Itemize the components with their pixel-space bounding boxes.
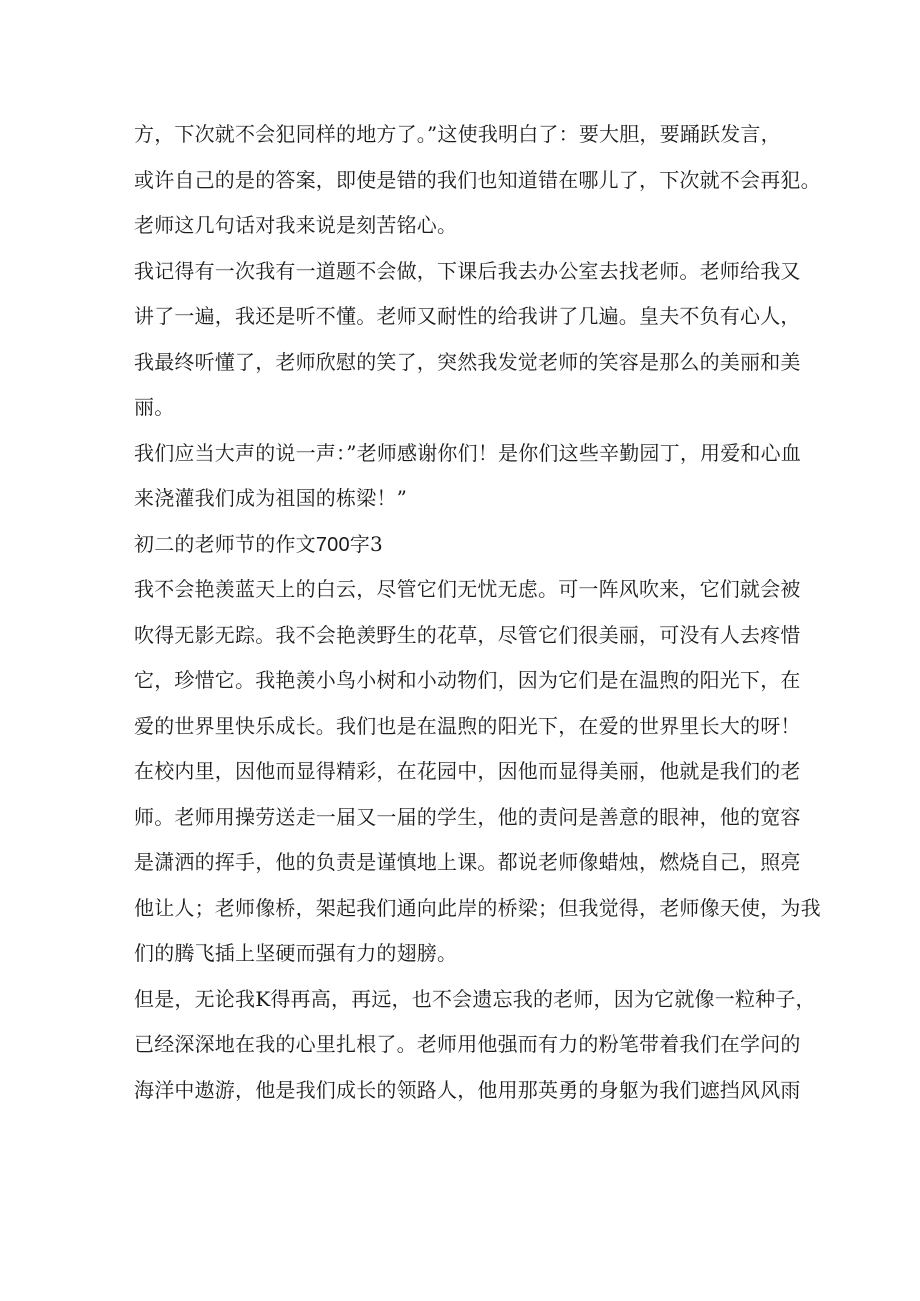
heading-suffix: 字3	[349, 531, 383, 556]
text-line: 们的腾飞插上坚硬而强有力的翅膀。	[134, 941, 458, 965]
text-line: 是潇洒的挥手，他的负责是谨慎地上课。都说老师像蜡烛，燃烧自己，照亮	[134, 850, 801, 874]
text-line: 我最终听懂了，老师欣慰的笑了，突然我发觉老师的笑容是那么的美丽和美	[134, 349, 801, 374]
text-line: 老师这几句话对我来说是刻苦铭心。	[134, 213, 458, 237]
document-body	[134, 112, 821, 1113]
paragraph-1	[134, 112, 821, 249]
text-line: 丽。	[134, 395, 175, 419]
text-line: 来浇灌我们成为祖国的栋梁！”	[134, 486, 408, 510]
text-line: 在校内里，因他而显得精彩，在花园中，因他而显得美丽，他就是我们的老	[134, 759, 801, 783]
text-line: 它，珍惜它。我艳羡小鸟小树和小动物们，因为它们是在温煦的阳光下，在	[134, 668, 801, 692]
paragraph-6	[134, 977, 816, 1114]
text-line: 我们应当大声的说一声：”老师感谢你们！是你们这些辛勤园丁，用爱和心血	[134, 440, 802, 465]
text-line: 我记得有一次我有一道题不会做，下课后我去办公室去找老师。老师给我又	[134, 258, 801, 283]
text-line: 或许自己的是的答案，即使是错的我们也知道错在哪儿了，下次就不会再犯。	[134, 167, 821, 192]
text-line: 吹得无影无踪。我不会艳羡野生的花草，尽管它们很美丽，可没有人去疼惜	[134, 622, 801, 647]
heading-text: 初二的老师节的作文	[134, 531, 316, 556]
paragraph-3	[134, 431, 802, 522]
paragraph-5	[134, 749, 821, 977]
text-line: 他让人；老师像桥，架起我们通向此岸的桥梁；但我觉得，老师像天使，为我	[134, 895, 821, 920]
text-line: 我不会艳羡蓝天上的白云，尽管它们无忧无虑。可一阵风吹来，它们就会被	[134, 577, 801, 601]
text-line: 方，下次就不会犯同样的地方了。”这使我明白了：要大胆，要踊跃发言，	[134, 122, 781, 146]
paragraph-4	[134, 567, 801, 749]
paragraph-2	[134, 249, 801, 431]
text-line: 爱的世界里快乐成长。我们也是在温煦的阳光下，在爱的世界里长大的呀！	[134, 713, 801, 738]
text-line: 但是，无论我K得再高，再远，也不会遗忘我的老师，因为它就像一粒种子，	[134, 986, 816, 1011]
text-line: 师。老师用操劳送走一届又一届的学生，他的责问是善意的眼神，他的宽容	[134, 804, 801, 829]
text-line: 讲了一遍，我还是听不懂。老师又耐性的给我讲了几遍。皇夫不负有心人，	[134, 304, 801, 328]
heading-number: 700	[315, 533, 350, 556]
text-line: 海洋中遨游，他是我们成长的领路人，他用那英勇的身躯为我们遮挡风风雨	[134, 1077, 801, 1102]
section-heading	[134, 522, 796, 568]
text-line: 已经深深地在我的心里扎根了。老师用他强而有力的粉笔带着我们在学问的	[134, 1032, 801, 1056]
